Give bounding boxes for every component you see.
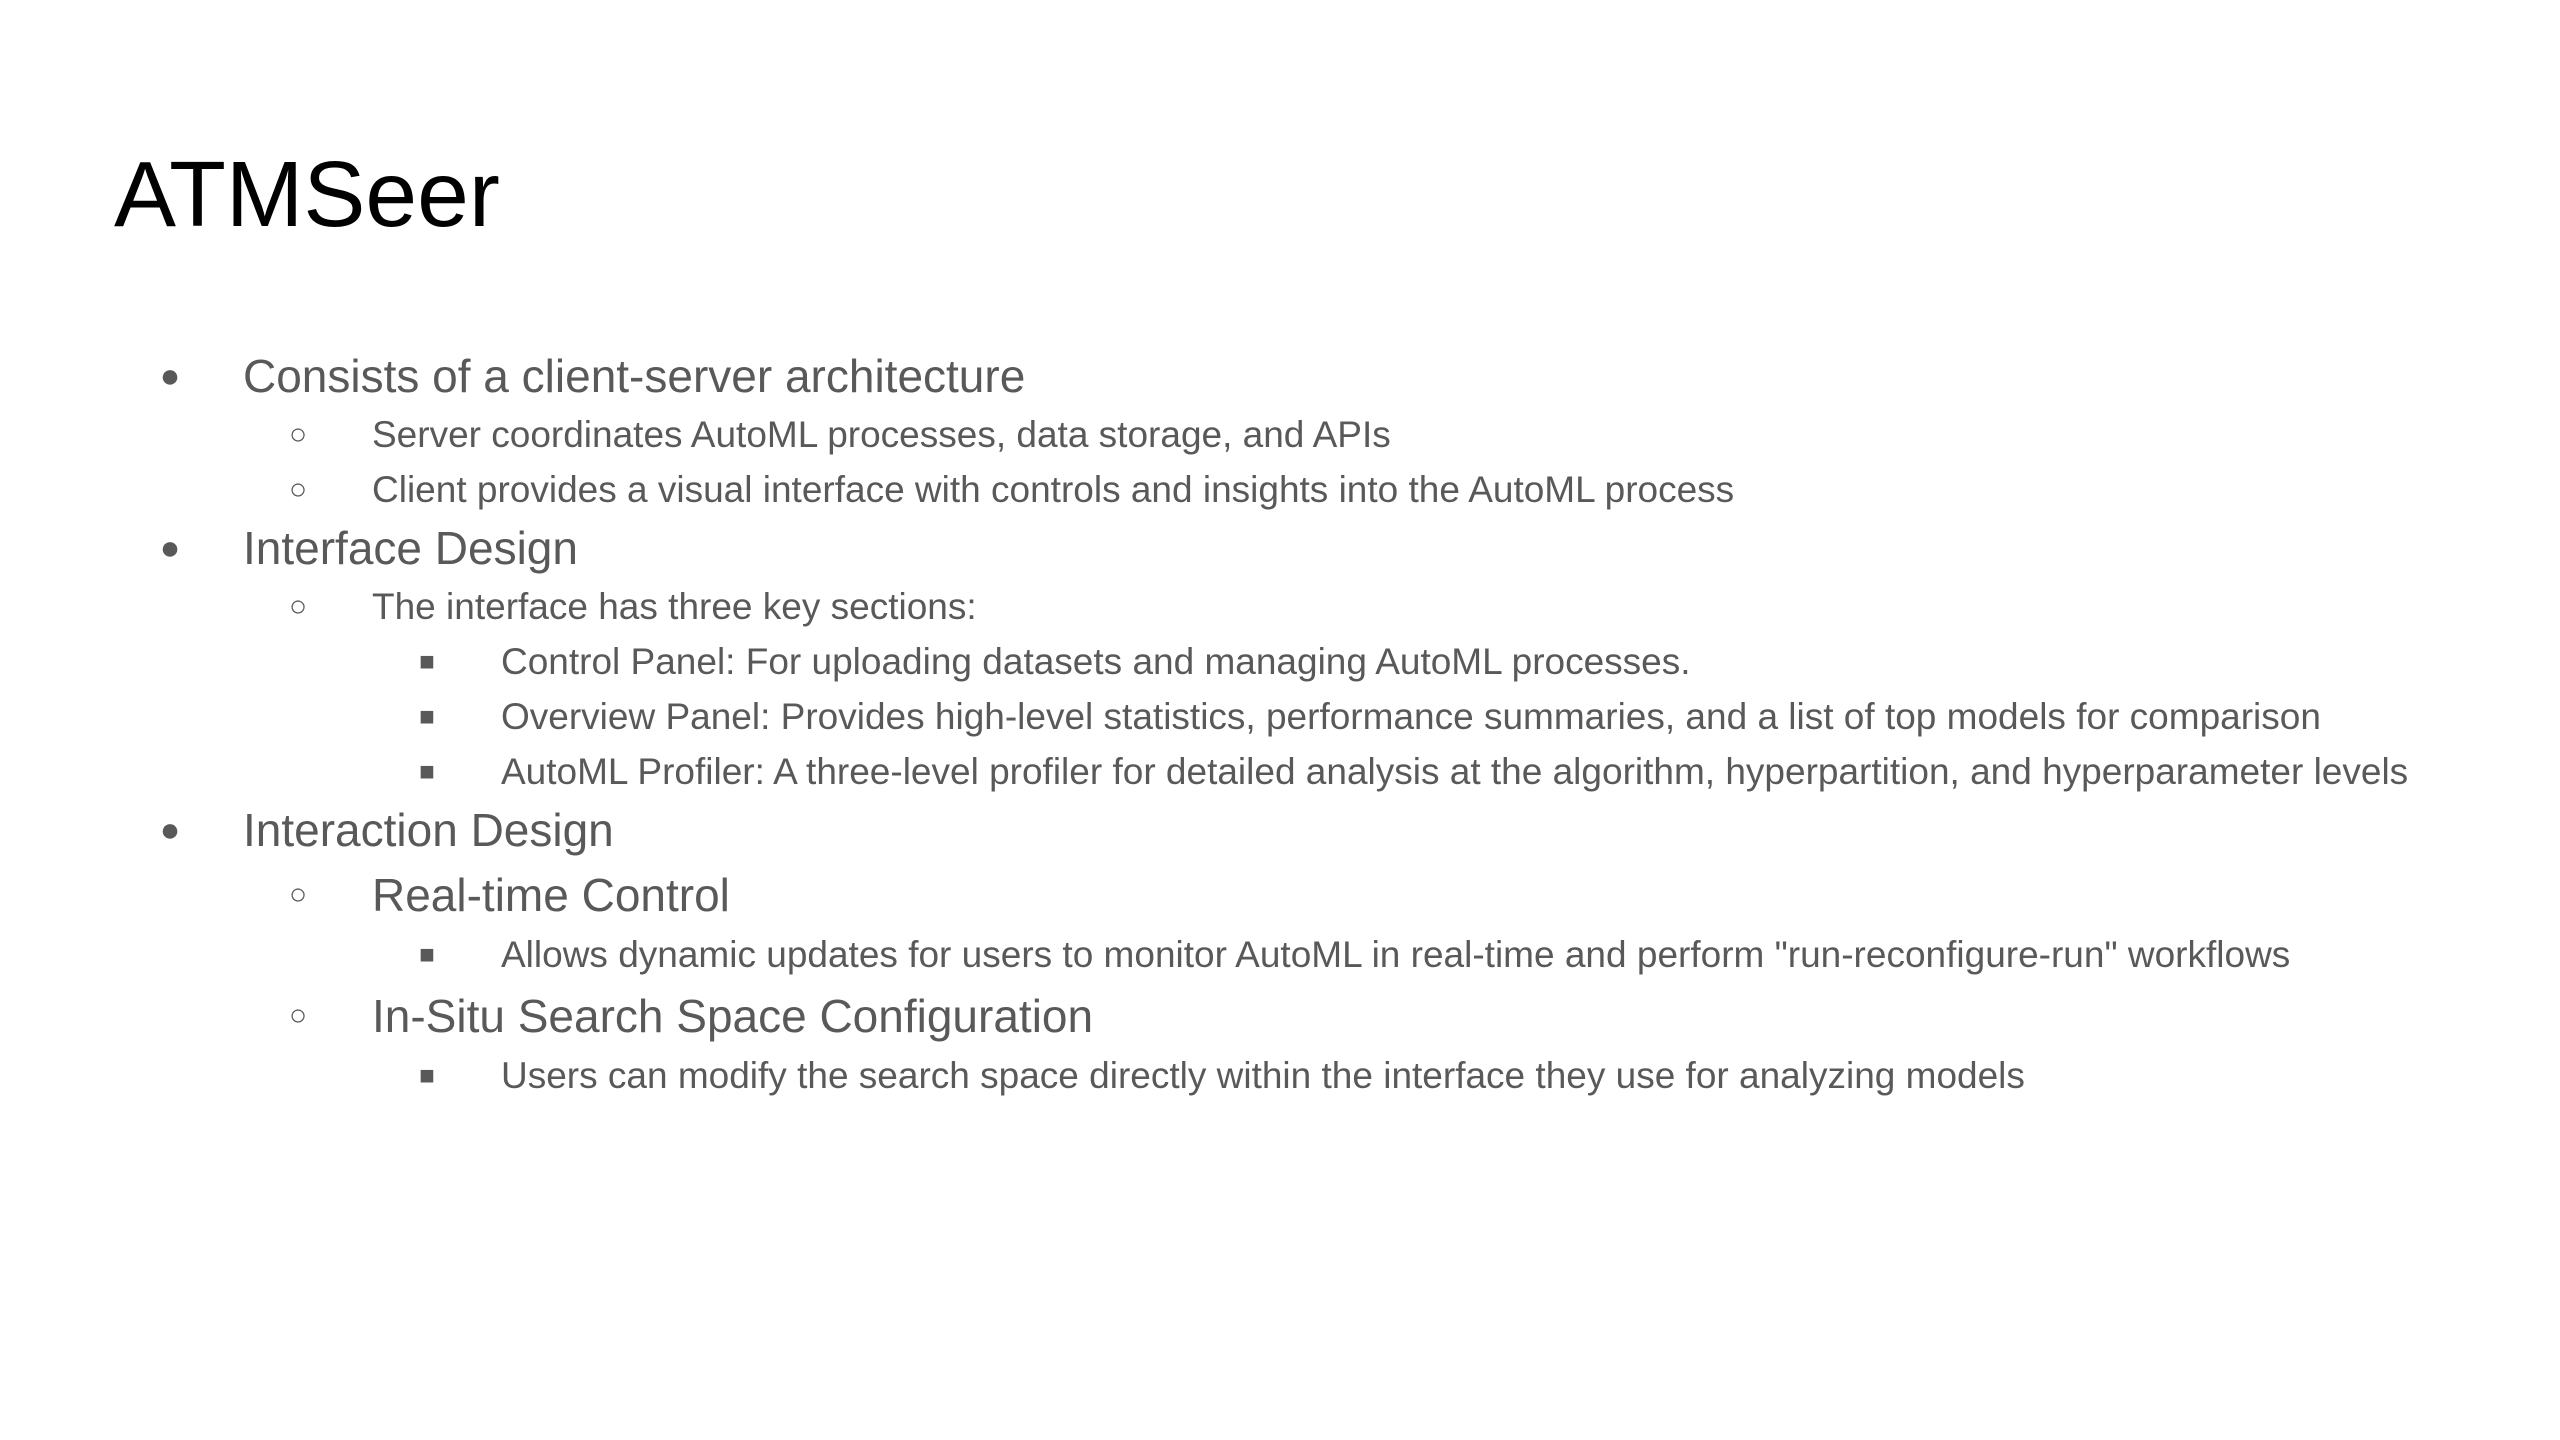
square-bullet-icon: ■ — [419, 1060, 435, 1090]
sub-bullet-item — [150, 984, 2450, 1048]
sub-bullet-item — [150, 462, 2450, 517]
hollow-circle-bullet-icon: ○ — [288, 473, 308, 506]
square-bullet-icon: ■ — [419, 756, 435, 786]
bullet-text: Interface Design — [243, 522, 578, 574]
square-bullet-icon: ■ — [419, 939, 435, 969]
bullet-text: Consists of a client-server architecture — [243, 350, 1026, 402]
square-bullet-icon: ■ — [419, 646, 435, 676]
hollow-circle-bullet-icon: ○ — [288, 999, 308, 1032]
sub-bullet-text: Client provides a visual interface with controls and insights into the AutoML process — [372, 469, 1735, 510]
sub-sub-bullet-text: Control Panel: For uploading datasets and managing AutoML processes. — [501, 641, 1691, 682]
sub-sub-bullet-text: Overview Panel: Provides high-level statistics, performance summaries, and a list of top models for comparison — [501, 696, 2321, 737]
sub-sub-bullet-text: Users can modify the search space directly within the interface they use for analyzing models — [501, 1055, 2025, 1096]
bullet-text: Interaction Design — [243, 804, 614, 856]
filled-circle-bullet-icon: ● — [159, 357, 181, 395]
hollow-circle-bullet-icon: ○ — [288, 590, 308, 623]
filled-circle-bullet-icon: ● — [159, 811, 181, 849]
sub-sub-bullet-item — [150, 634, 2450, 689]
sub-bullet-text: In-Situ Search Space Configuration — [372, 990, 1094, 1042]
bullet-item — [150, 799, 2450, 861]
sub-sub-bullet-item — [150, 927, 2450, 982]
slide-title: ATMSeer — [114, 142, 500, 246]
hollow-circle-bullet-icon: ○ — [288, 418, 308, 451]
square-bullet-icon: ■ — [419, 701, 435, 731]
filled-circle-bullet-icon: ● — [159, 529, 181, 567]
sub-bullet-item — [150, 863, 2450, 927]
bullet-item — [150, 345, 2450, 407]
sub-bullet-item — [150, 407, 2450, 462]
sub-sub-bullet-text: AutoML Profiler: A three-level profiler for detailed analysis at the algorithm, hyperpartition, and hyperparameter levels — [501, 751, 2409, 792]
bullet-item — [150, 517, 2450, 579]
sub-sub-bullet-text: Allows dynamic updates for users to monitor AutoML in real-time and perform "run-reconfigure-run" workflows — [501, 934, 2291, 975]
hollow-circle-bullet-icon: ○ — [288, 878, 308, 911]
sub-sub-bullet-item — [150, 1048, 2450, 1103]
sub-bullet-text: Real-time Control — [372, 869, 730, 921]
sub-bullet-text: The interface has three key sections: — [372, 586, 977, 627]
slide-body — [150, 345, 2450, 1103]
sub-sub-bullet-item — [150, 744, 2450, 799]
sub-bullet-item — [150, 579, 2450, 634]
sub-sub-bullet-item — [150, 689, 2450, 744]
sub-bullet-text: Server coordinates AutoML processes, data storage, and APIs — [372, 414, 1391, 455]
